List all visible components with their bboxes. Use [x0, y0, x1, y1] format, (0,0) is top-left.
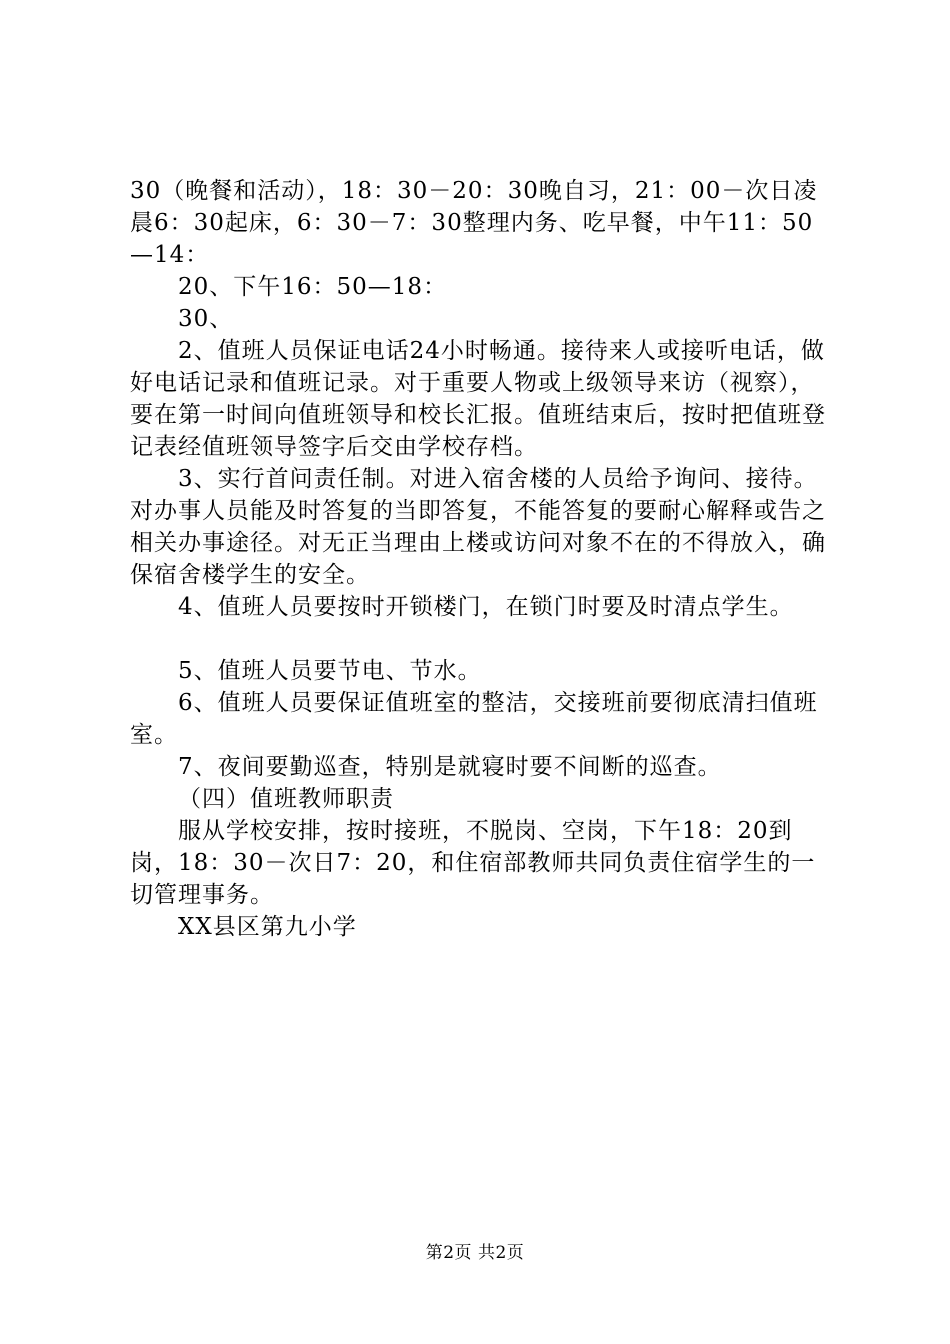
- schedule-paragraph: 30（晚餐和活动），18：30－20：30晚自习，21：00－次日凌晨6：30起床，6：30－7：30整理内务、吃早餐，中午11：50—14：: [130, 178, 818, 268]
- schedule-continuation-2: 30、: [178, 306, 234, 332]
- rule-4-paragraph: 4、值班人员要按时开锁楼门，在锁门时要及时清点学生。: [178, 594, 794, 620]
- school-signature: XX县区第九小学: [178, 914, 357, 940]
- section-heading: （四）值班教师职责: [178, 786, 394, 812]
- paragraph-spacer: [130, 623, 830, 655]
- page-footer: 第2页 共2页: [425, 1243, 525, 1263]
- rule-2-paragraph: 2、值班人员保证电话24小时畅通。接待来人或接听电话，做好电话记录和值班记录。对于重要人物或上级领导来访（视察），要在第一时间向值班领导和校长汇报。值班结束后，按时把值班登记表经值班领导签字后交由学校存档。: [130, 338, 826, 460]
- schedule-continuation-1: 20、下午16：50—18：: [178, 274, 448, 300]
- rule-3-paragraph: 3、实行首问责任制。对进入宿舍楼的人员给予询问、接待。对办事人员能及时答复的当即答复，不能答复的要耐心解释或告之相关办事途径。对无正当理由上楼或访问对象不在的不得放入，确保宿舍楼学生的安全。: [130, 466, 826, 588]
- rule-5-paragraph: 5、值班人员要节电、节水。: [178, 658, 482, 684]
- teacher-duty-paragraph: 服从学校安排，按时接班，不脱岗、空岗，下午18：20到岗，18：30－次日7：20，和住宿部教师共同负责住宿学生的一切管理事务。: [130, 818, 816, 908]
- document-body: [130, 175, 830, 943]
- rule-6-paragraph: 6、值班人员要保证值班室的整洁，交接班前要彻底清扫值班室。: [130, 690, 818, 748]
- rule-7-paragraph: 7、夜间要勤巡查，特别是就寝时要不间断的巡查。: [178, 754, 722, 780]
